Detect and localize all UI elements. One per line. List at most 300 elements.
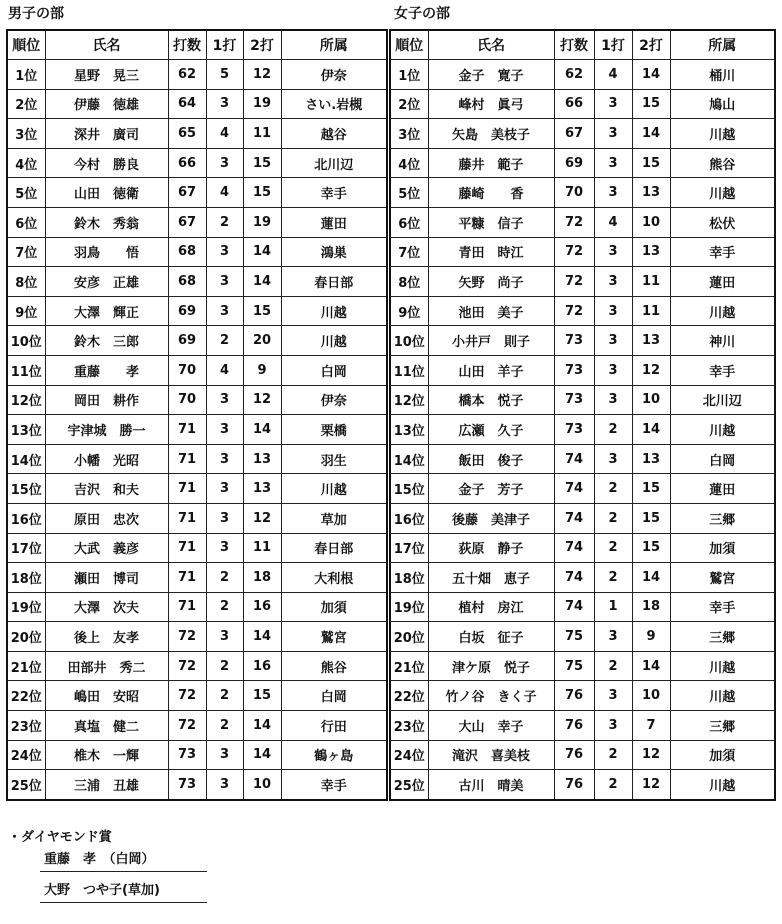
strokes-cell: 67	[554, 119, 594, 149]
table-row	[7, 178, 387, 208]
name-cell: 後上 友孝	[45, 622, 168, 652]
strokes-cell: 69	[554, 148, 594, 178]
strokes-cell: 69	[168, 296, 206, 326]
rank-cell: 3位	[390, 119, 428, 149]
table-row	[7, 740, 387, 770]
table-row	[390, 533, 775, 563]
one-stroke-cell: 2	[594, 415, 632, 445]
two-stroke-cell: 14	[632, 651, 670, 681]
affiliation-cell: 川越	[670, 770, 775, 800]
name-cell: 瀬田 博司	[45, 563, 168, 593]
table-row	[390, 237, 775, 267]
name-cell: 椎木 一輝	[45, 740, 168, 770]
two-stroke-cell: 15	[243, 178, 281, 208]
one-stroke-cell: 2	[206, 326, 243, 356]
table-row	[390, 207, 775, 237]
one-stroke-cell: 4	[206, 178, 243, 208]
rank-cell: 8位	[390, 267, 428, 297]
table-row	[390, 326, 775, 356]
name-cell: 大澤 輝正	[45, 296, 168, 326]
header-row	[390, 30, 775, 60]
affiliation-cell: 鶴ヶ島	[281, 740, 387, 770]
header-two-stroke: 2打	[243, 30, 281, 60]
strokes-cell: 72	[554, 207, 594, 237]
table-row	[390, 355, 775, 385]
name-cell: 岡田 耕作	[45, 385, 168, 415]
one-stroke-cell: 3	[206, 296, 243, 326]
one-stroke-cell: 3	[206, 148, 243, 178]
rank-cell: 15位	[7, 474, 45, 504]
name-cell: 鈴木 秀翁	[45, 207, 168, 237]
rank-cell: 23位	[390, 711, 428, 741]
one-stroke-cell: 3	[206, 89, 243, 119]
affiliation-cell: 加須	[670, 740, 775, 770]
strokes-cell: 72	[168, 622, 206, 652]
affiliation-cell: 鷲宮	[281, 622, 387, 652]
two-stroke-cell: 9	[243, 355, 281, 385]
affiliation-cell: 川越	[670, 681, 775, 711]
two-stroke-cell: 14	[632, 119, 670, 149]
rank-cell: 18位	[390, 563, 428, 593]
strokes-cell: 74	[554, 474, 594, 504]
name-cell: 山田 羊子	[428, 355, 554, 385]
one-stroke-cell: 3	[206, 237, 243, 267]
one-stroke-cell: 3	[594, 681, 632, 711]
strokes-cell: 66	[554, 89, 594, 119]
affiliation-cell: 幸手	[670, 237, 775, 267]
two-stroke-cell: 16	[243, 651, 281, 681]
name-cell: 嶋田 安昭	[45, 681, 168, 711]
affiliation-cell: 白岡	[281, 681, 387, 711]
affiliation-cell: 三郷	[670, 622, 775, 652]
strokes-cell: 73	[554, 385, 594, 415]
strokes-cell: 71	[168, 563, 206, 593]
strokes-cell: 71	[168, 444, 206, 474]
two-stroke-cell: 14	[632, 60, 670, 90]
strokes-cell: 76	[554, 740, 594, 770]
strokes-cell: 71	[168, 592, 206, 622]
strokes-cell: 72	[554, 296, 594, 326]
name-cell: 竹ノ谷 きく子	[428, 681, 554, 711]
affiliation-cell: 越谷	[281, 119, 387, 149]
affiliation-cell: 川越	[281, 296, 387, 326]
strokes-cell: 73	[168, 770, 206, 800]
affiliation-cell: 幸手	[670, 592, 775, 622]
strokes-cell: 72	[554, 237, 594, 267]
strokes-cell: 70	[168, 385, 206, 415]
two-stroke-cell: 14	[632, 415, 670, 445]
rank-cell: 16位	[390, 503, 428, 533]
table-row	[390, 296, 775, 326]
two-stroke-cell: 16	[243, 592, 281, 622]
name-cell: 青田 時江	[428, 237, 554, 267]
one-stroke-cell: 4	[594, 207, 632, 237]
name-cell: 三浦 丑雄	[45, 770, 168, 800]
one-stroke-cell: 2	[594, 503, 632, 533]
affiliation-cell: 伊奈	[281, 60, 387, 90]
strokes-cell: 71	[168, 533, 206, 563]
affiliation-cell: 川越	[670, 415, 775, 445]
two-stroke-cell: 13	[243, 474, 281, 504]
table-row	[7, 89, 387, 119]
rank-cell: 24位	[390, 740, 428, 770]
diamond-award-winner: 大野 つや子(草加)	[40, 880, 207, 903]
name-cell: 津ケ原 悦子	[428, 651, 554, 681]
two-stroke-cell: 10	[632, 385, 670, 415]
one-stroke-cell: 3	[206, 740, 243, 770]
table-row	[7, 651, 387, 681]
rank-cell: 12位	[390, 385, 428, 415]
one-stroke-cell: 2	[594, 740, 632, 770]
name-cell: 宇津城 勝一	[45, 415, 168, 445]
two-stroke-cell: 10	[632, 207, 670, 237]
name-cell: 広瀬 久子	[428, 415, 554, 445]
one-stroke-cell: 2	[206, 592, 243, 622]
strokes-cell: 62	[168, 60, 206, 90]
rank-cell: 23位	[7, 711, 45, 741]
table-row	[390, 178, 775, 208]
rank-cell: 12位	[7, 385, 45, 415]
strokes-cell: 74	[554, 592, 594, 622]
strokes-cell: 71	[168, 503, 206, 533]
affiliation-cell: 幸手	[281, 178, 387, 208]
one-stroke-cell: 3	[206, 770, 243, 800]
one-stroke-cell: 3	[206, 267, 243, 297]
women-results-table	[389, 29, 776, 801]
affiliation-cell: 北川辺	[281, 148, 387, 178]
name-cell: 田部井 秀二	[45, 651, 168, 681]
name-cell: 小井戸 則子	[428, 326, 554, 356]
two-stroke-cell: 11	[243, 533, 281, 563]
affiliation-cell: 加須	[281, 592, 387, 622]
table-row	[390, 385, 775, 415]
rank-cell: 25位	[390, 770, 428, 800]
name-cell: 羽鳥 悟	[45, 237, 168, 267]
table-row	[390, 89, 775, 119]
rank-cell: 5位	[390, 178, 428, 208]
name-cell: 橋本 悦子	[428, 385, 554, 415]
name-cell: 金子 芳子	[428, 474, 554, 504]
affiliation-cell: 蓮田	[670, 267, 775, 297]
affiliation-cell: 川越	[281, 474, 387, 504]
name-cell: 白坂 征子	[428, 622, 554, 652]
one-stroke-cell: 2	[594, 770, 632, 800]
strokes-cell: 67	[168, 178, 206, 208]
table-row	[390, 148, 775, 178]
strokes-cell: 68	[168, 267, 206, 297]
table-row	[7, 503, 387, 533]
one-stroke-cell: 3	[594, 119, 632, 149]
rank-cell: 6位	[7, 207, 45, 237]
one-stroke-cell: 3	[594, 148, 632, 178]
strokes-cell: 65	[168, 119, 206, 149]
name-cell: 大武 義彦	[45, 533, 168, 563]
name-cell: 滝沢 喜美枝	[428, 740, 554, 770]
name-cell: 安彦 正雄	[45, 267, 168, 297]
two-stroke-cell: 15	[632, 148, 670, 178]
rank-cell: 16位	[7, 503, 45, 533]
strokes-cell: 74	[554, 563, 594, 593]
strokes-cell: 76	[554, 770, 594, 800]
strokes-cell: 76	[554, 711, 594, 741]
affiliation-cell: 川越	[670, 651, 775, 681]
header-name: 氏名	[45, 30, 168, 60]
table-row	[390, 622, 775, 652]
one-stroke-cell: 5	[206, 60, 243, 90]
affiliation-cell: 川越	[670, 178, 775, 208]
name-cell: 吉沢 和夫	[45, 474, 168, 504]
table-row	[7, 267, 387, 297]
rank-cell: 17位	[390, 533, 428, 563]
rank-cell: 7位	[7, 237, 45, 267]
one-stroke-cell: 4	[206, 355, 243, 385]
rank-cell: 1位	[390, 60, 428, 90]
strokes-cell: 73	[168, 740, 206, 770]
affiliation-cell: 北川辺	[670, 385, 775, 415]
table-row	[390, 770, 775, 800]
strokes-cell: 70	[554, 178, 594, 208]
rank-cell: 13位	[390, 415, 428, 445]
table-row	[7, 207, 387, 237]
table-row	[390, 681, 775, 711]
name-cell: 深井 廣司	[45, 119, 168, 149]
rank-cell: 21位	[7, 651, 45, 681]
rank-cell: 13位	[7, 415, 45, 445]
one-stroke-cell: 2	[594, 474, 632, 504]
name-cell: 峰村 眞弓	[428, 89, 554, 119]
affiliation-cell: 神川	[670, 326, 775, 356]
affiliation-cell: 栗橋	[281, 415, 387, 445]
strokes-cell: 72	[168, 651, 206, 681]
affiliation-cell: 三郷	[670, 711, 775, 741]
two-stroke-cell: 12	[632, 740, 670, 770]
rank-cell: 15位	[390, 474, 428, 504]
one-stroke-cell: 2	[206, 711, 243, 741]
name-cell: 山田 徳衛	[45, 178, 168, 208]
header-rank: 順位	[7, 30, 45, 60]
name-cell: 植村 房江	[428, 592, 554, 622]
table-row	[390, 60, 775, 90]
affiliation-cell: 川越	[670, 119, 775, 149]
table-row	[390, 474, 775, 504]
diamond-award-winner: 重藤 孝 （白岡）	[40, 849, 207, 872]
strokes-cell: 62	[554, 60, 594, 90]
rank-cell: 1位	[7, 60, 45, 90]
affiliation-cell: 幸手	[281, 770, 387, 800]
strokes-cell: 73	[554, 415, 594, 445]
table-row	[7, 355, 387, 385]
two-stroke-cell: 13	[632, 237, 670, 267]
one-stroke-cell: 4	[594, 60, 632, 90]
one-stroke-cell: 2	[206, 651, 243, 681]
strokes-cell: 73	[554, 326, 594, 356]
name-cell: 飯田 俊子	[428, 444, 554, 474]
two-stroke-cell: 20	[243, 326, 281, 356]
name-cell: 古川 晴美	[428, 770, 554, 800]
table-row	[7, 119, 387, 149]
rank-cell: 25位	[7, 770, 45, 800]
rank-cell: 11位	[7, 355, 45, 385]
strokes-cell: 74	[554, 533, 594, 563]
name-cell: 矢野 尚子	[428, 267, 554, 297]
two-stroke-cell: 15	[243, 681, 281, 711]
strokes-cell: 69	[168, 326, 206, 356]
header-one-stroke: 1打	[206, 30, 243, 60]
rank-cell: 3位	[7, 119, 45, 149]
table-row	[390, 711, 775, 741]
two-stroke-cell: 7	[632, 711, 670, 741]
table-row	[7, 60, 387, 90]
one-stroke-cell: 3	[594, 89, 632, 119]
two-stroke-cell: 12	[243, 60, 281, 90]
two-stroke-cell: 14	[243, 237, 281, 267]
name-cell: 藤井 範子	[428, 148, 554, 178]
one-stroke-cell: 3	[206, 415, 243, 445]
table-row	[7, 533, 387, 563]
one-stroke-cell: 2	[594, 651, 632, 681]
name-cell: 星野 晃三	[45, 60, 168, 90]
name-cell: 大澤 次夫	[45, 592, 168, 622]
header-strokes: 打数	[554, 30, 594, 60]
two-stroke-cell: 14	[243, 740, 281, 770]
strokes-cell: 74	[554, 444, 594, 474]
affiliation-cell: 鳩山	[670, 89, 775, 119]
rank-cell: 6位	[390, 207, 428, 237]
one-stroke-cell: 3	[206, 533, 243, 563]
table-row	[7, 681, 387, 711]
header-affiliation: 所属	[281, 30, 387, 60]
two-stroke-cell: 11	[243, 119, 281, 149]
name-cell: 大山 幸子	[428, 711, 554, 741]
one-stroke-cell: 4	[206, 119, 243, 149]
header-rank: 順位	[390, 30, 428, 60]
one-stroke-cell: 2	[594, 563, 632, 593]
header-affiliation: 所属	[670, 30, 775, 60]
table-row	[390, 651, 775, 681]
table-row	[390, 267, 775, 297]
table-row	[7, 444, 387, 474]
affiliation-cell: 羽生	[281, 444, 387, 474]
two-stroke-cell: 15	[632, 89, 670, 119]
one-stroke-cell: 3	[206, 503, 243, 533]
one-stroke-cell: 3	[594, 178, 632, 208]
rank-cell: 2位	[390, 89, 428, 119]
men-section-title: 男子の部	[8, 6, 64, 22]
affiliation-cell: 白岡	[670, 444, 775, 474]
table-row	[7, 237, 387, 267]
name-cell: 荻原 静子	[428, 533, 554, 563]
name-cell: 今村 勝良	[45, 148, 168, 178]
affiliation-cell: 蓮田	[670, 474, 775, 504]
name-cell: 池田 美子	[428, 296, 554, 326]
table-row	[7, 415, 387, 445]
rank-cell: 4位	[7, 148, 45, 178]
affiliation-cell: 行田	[281, 711, 387, 741]
name-cell: 小幡 光昭	[45, 444, 168, 474]
rank-cell: 5位	[7, 178, 45, 208]
two-stroke-cell: 14	[632, 563, 670, 593]
name-cell: 鈴木 三郎	[45, 326, 168, 356]
rank-cell: 20位	[390, 622, 428, 652]
name-cell: 伊藤 徳雄	[45, 89, 168, 119]
affiliation-cell: 大利根	[281, 563, 387, 593]
strokes-cell: 76	[554, 681, 594, 711]
one-stroke-cell: 1	[594, 592, 632, 622]
affiliation-cell: 桶川	[670, 60, 775, 90]
strokes-cell: 64	[168, 89, 206, 119]
one-stroke-cell: 3	[206, 474, 243, 504]
affiliation-cell: 伊奈	[281, 385, 387, 415]
affiliation-cell: 春日部	[281, 267, 387, 297]
two-stroke-cell: 13	[632, 444, 670, 474]
one-stroke-cell: 3	[594, 711, 632, 741]
two-stroke-cell: 19	[243, 207, 281, 237]
two-stroke-cell: 14	[243, 711, 281, 741]
rank-cell: 24位	[7, 740, 45, 770]
table-row	[390, 592, 775, 622]
two-stroke-cell: 12	[243, 503, 281, 533]
rank-cell: 22位	[7, 681, 45, 711]
one-stroke-cell: 2	[594, 533, 632, 563]
table-row	[390, 563, 775, 593]
two-stroke-cell: 12	[632, 355, 670, 385]
rank-cell: 14位	[7, 444, 45, 474]
one-stroke-cell: 2	[206, 207, 243, 237]
table-row	[390, 503, 775, 533]
rank-cell: 14位	[390, 444, 428, 474]
header-row	[7, 30, 387, 60]
table-row	[390, 740, 775, 770]
two-stroke-cell: 15	[632, 474, 670, 504]
two-stroke-cell: 13	[632, 326, 670, 356]
name-cell: 真塩 健二	[45, 711, 168, 741]
affiliation-cell: 熊谷	[670, 148, 775, 178]
two-stroke-cell: 13	[243, 444, 281, 474]
rank-cell: 7位	[390, 237, 428, 267]
table-row	[7, 474, 387, 504]
rank-cell: 10位	[7, 326, 45, 356]
two-stroke-cell: 15	[632, 503, 670, 533]
table-row	[7, 326, 387, 356]
header-two-stroke: 2打	[632, 30, 670, 60]
two-stroke-cell: 9	[632, 622, 670, 652]
rank-cell: 18位	[7, 563, 45, 593]
two-stroke-cell: 12	[632, 770, 670, 800]
name-cell: 重藤 孝	[45, 355, 168, 385]
affiliation-cell: さい.岩槻	[281, 89, 387, 119]
header-strokes: 打数	[168, 30, 206, 60]
strokes-cell: 75	[554, 622, 594, 652]
two-stroke-cell: 10	[632, 681, 670, 711]
affiliation-cell: 白岡	[281, 355, 387, 385]
name-cell: 藤崎 香	[428, 178, 554, 208]
one-stroke-cell: 3	[594, 326, 632, 356]
affiliation-cell: 松伏	[670, 207, 775, 237]
rank-cell: 20位	[7, 622, 45, 652]
two-stroke-cell: 11	[632, 267, 670, 297]
table-row	[390, 415, 775, 445]
one-stroke-cell: 3	[594, 385, 632, 415]
affiliation-cell: 幸手	[670, 355, 775, 385]
affiliation-cell: 熊谷	[281, 651, 387, 681]
one-stroke-cell: 3	[594, 622, 632, 652]
name-cell: 五十畑 恵子	[428, 563, 554, 593]
one-stroke-cell: 2	[206, 563, 243, 593]
name-cell: 原田 忠次	[45, 503, 168, 533]
rank-cell: 11位	[390, 355, 428, 385]
header-name: 氏名	[428, 30, 554, 60]
women-section-title: 女子の部	[394, 6, 450, 22]
